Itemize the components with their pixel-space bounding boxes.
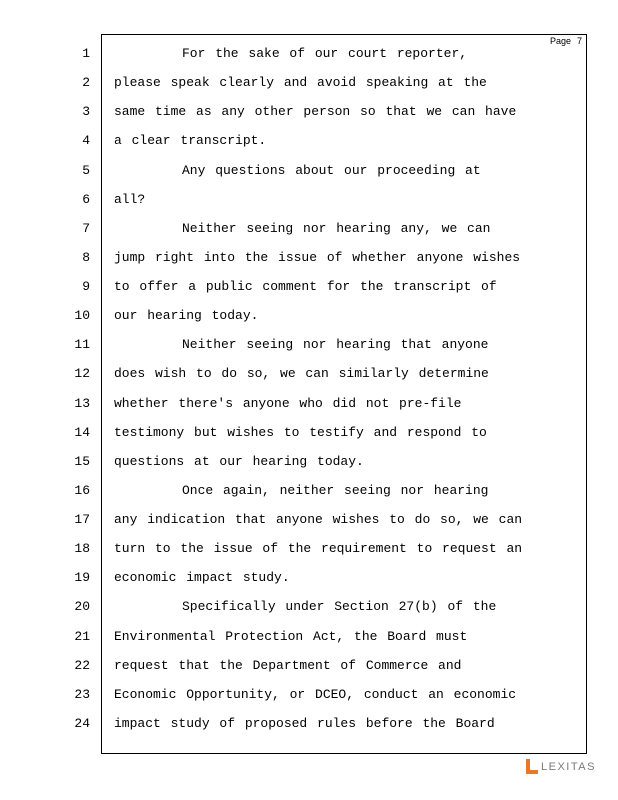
line-text: our hearing today. bbox=[114, 308, 259, 324]
transcript-line bbox=[0, 709, 618, 738]
transcript-line bbox=[0, 126, 618, 155]
line-text: questions at our hearing today. bbox=[114, 453, 364, 469]
transcript-line bbox=[0, 651, 618, 680]
transcript-line bbox=[0, 563, 618, 592]
line-text: Specifically under Section 27(b) of the bbox=[182, 599, 497, 615]
transcript-line bbox=[0, 505, 618, 534]
transcript-line bbox=[0, 680, 618, 709]
transcript-line bbox=[0, 97, 618, 126]
transcript-line bbox=[0, 418, 618, 447]
line-text: request that the Department of Commerce and bbox=[114, 657, 462, 673]
line-number: 6 bbox=[82, 191, 90, 207]
line-text: Environmental Protection Act, the Board must bbox=[114, 628, 468, 644]
transcript-line bbox=[0, 447, 618, 476]
transcript-line bbox=[0, 622, 618, 651]
line-number: 19 bbox=[74, 570, 90, 586]
line-number: 15 bbox=[74, 453, 90, 469]
line-number: 10 bbox=[74, 308, 90, 324]
line-text: to offer a public comment for the transcript of bbox=[114, 279, 497, 294]
transcript-line bbox=[0, 243, 618, 272]
line-number: 20 bbox=[74, 599, 90, 615]
transcript-line bbox=[0, 272, 618, 301]
line-text: all? bbox=[114, 191, 146, 207]
line-text: jump right into the issue of whether anyone wishes bbox=[114, 249, 521, 265]
line-number: 24 bbox=[74, 715, 90, 731]
transcript-line bbox=[0, 389, 618, 418]
line-number: 7 bbox=[82, 220, 90, 236]
line-number: 9 bbox=[82, 279, 90, 294]
transcript-line bbox=[0, 476, 618, 505]
line-number: 21 bbox=[74, 628, 90, 644]
line-number: 12 bbox=[74, 366, 90, 382]
page-number: 7 bbox=[576, 36, 582, 46]
transcript-line bbox=[0, 156, 618, 185]
line-text: a clear transcript. bbox=[114, 133, 267, 149]
transcript-line bbox=[0, 534, 618, 563]
line-number: 11 bbox=[74, 337, 90, 353]
transcript-line bbox=[0, 592, 618, 621]
line-text: please speak clearly and avoid speaking at the bbox=[114, 75, 487, 91]
line-text: Neither seeing nor hearing that anyone bbox=[182, 337, 489, 353]
line-text: impact study of proposed rules before the Board bbox=[114, 715, 495, 731]
transcript-line bbox=[0, 330, 618, 359]
line-text: turn to the issue of the requirement to request an bbox=[114, 541, 523, 557]
line-text: same time as any other person so that we can have bbox=[114, 104, 517, 120]
line-number: 14 bbox=[74, 424, 90, 440]
line-text: Neither seeing nor hearing any, we can bbox=[182, 220, 491, 236]
line-number: 16 bbox=[74, 482, 90, 498]
line-number: 8 bbox=[82, 249, 90, 265]
line-text: Once again, neither seeing nor hearing bbox=[182, 482, 489, 498]
line-text: any indication that anyone wishes to do so, we can bbox=[114, 512, 523, 527]
transcript-line bbox=[0, 301, 618, 330]
transcript-lines bbox=[0, 39, 618, 738]
transcript-line bbox=[0, 68, 618, 97]
lexitas-logo-text: LEXITAS bbox=[541, 761, 596, 773]
line-number: 3 bbox=[82, 104, 90, 120]
line-number: 1 bbox=[82, 46, 90, 61]
lexitas-logo bbox=[525, 758, 596, 776]
line-number: 17 bbox=[74, 512, 90, 527]
line-number: 2 bbox=[82, 75, 90, 91]
transcript-line bbox=[0, 185, 618, 214]
line-text: testimony but wishes to testify and respond to bbox=[114, 424, 487, 440]
line-text: whether there's anyone who did not pre-file bbox=[114, 395, 462, 411]
page-label-text: Page bbox=[549, 36, 571, 46]
line-number: 4 bbox=[82, 133, 90, 149]
line-number: 18 bbox=[74, 541, 90, 557]
line-text: economic impact study. bbox=[114, 570, 290, 586]
line-number: 5 bbox=[82, 162, 90, 178]
lexitas-logo-icon bbox=[525, 759, 539, 775]
line-number: 13 bbox=[74, 395, 90, 411]
line-text: Economic Opportunity, or DCEO, conduct an economic bbox=[114, 686, 517, 702]
line-number: 23 bbox=[74, 686, 90, 702]
transcript-line bbox=[0, 214, 618, 243]
line-text: does wish to do so, we can similarly determine bbox=[114, 366, 489, 382]
transcript-line bbox=[0, 359, 618, 388]
line-number: 22 bbox=[74, 657, 90, 673]
line-text: For the sake of our court reporter, bbox=[182, 46, 468, 61]
line-text: Any questions about our proceeding at bbox=[182, 162, 481, 178]
transcript-line bbox=[0, 39, 618, 68]
